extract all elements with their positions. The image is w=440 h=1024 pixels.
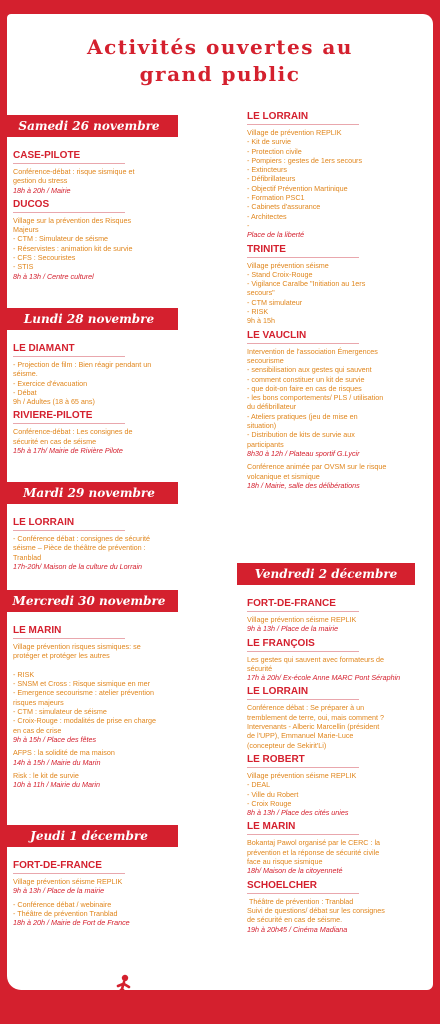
event-detail-line: Conférence-débat : risque sismique et: [13, 167, 135, 176]
event-detail-line: Village prévention risques sismiques: se: [13, 642, 141, 651]
event-detail-line: risques majeurs: [13, 697, 64, 707]
event-time-place: 18h/ Maison de la citoyenneté: [247, 866, 343, 876]
venue-heading: LE FRANÇOIS: [247, 638, 359, 652]
venue-heading: LE VAUCLIN: [247, 330, 359, 344]
day-banner: Samedi 26 novembre: [0, 115, 178, 137]
event-detail-line: - Cabinets d'assurance: [247, 202, 321, 212]
event-entry: [13, 517, 195, 571]
day-block: [13, 517, 195, 575]
event-detail-line: - CTM : Simulateur de séisme: [13, 234, 109, 244]
event-detail-line: - Conférence débat / webinaire: [13, 899, 112, 909]
event-detail-line: Village prévention séisme: [247, 260, 329, 270]
event-detail-line: volcanique et sismique: [247, 471, 320, 481]
event-detail-line: - Vigilance Caraïbe "Initiation au 1ers: [247, 279, 366, 289]
day-banner: Lundi 28 novembre: [0, 308, 178, 330]
event-time-place: 8h à 13h / Centre culturel: [13, 271, 94, 281]
event-entry: [13, 625, 195, 744]
day-banner: Mardi 29 novembre: [0, 482, 178, 504]
event-time-place: 8h à 13h / Place des cités unies: [247, 808, 349, 818]
event-detail-line: séisme – Pièce de théâtre de prévention :: [13, 543, 146, 553]
event-detail-line: - Réservistes : animation kit de survie: [13, 243, 133, 253]
event-detail-line: Conférence débat : Se préparer à un: [247, 703, 365, 713]
event-time-place: 10h à 11h / Mairie du Marin: [13, 780, 100, 790]
day-block: [13, 625, 195, 793]
title-line: grand public: [139, 62, 301, 86]
event-detail-line: - CTM : simulateur de séisme: [13, 707, 107, 717]
event-entry: [247, 686, 429, 749]
event-detail-line: protéger et protéger les autres: [13, 651, 110, 661]
event-detail-line: Village sur la prévention des Risques: [13, 215, 132, 225]
venue-heading: FORT-DE-FRANCE: [13, 860, 125, 874]
event-detail-line: - Défibrillateurs: [247, 174, 296, 184]
event-detail-line: secourisme: [247, 355, 284, 365]
event-detail-line: - Kit de survie: [247, 137, 291, 147]
event-entry: [13, 150, 195, 195]
event-detail-line: -: [247, 220, 250, 230]
event-entry: [13, 860, 195, 896]
event-detail-line: - CFS : Secouristes: [13, 253, 76, 263]
event-detail-line: prévention et la réponse de sécurité civile: [247, 847, 380, 857]
event-detail-line: 9h / Adultes (18 à 65 ans): [13, 397, 95, 407]
event-detail-line: Village prévention séisme REPLIK: [247, 615, 357, 624]
event-detail-line: en cas de crise: [13, 725, 62, 735]
event-time-place: 8h30 à 12h / Plateau sportif G.Lycir: [247, 448, 360, 458]
event-entry: [247, 880, 429, 934]
event-entry: [247, 754, 429, 817]
venue-heading: RIVIERE-PILOTE: [13, 410, 125, 424]
event-detail-line: Village de prévention REPLIK: [247, 128, 342, 137]
event-time-place: 18h / Mairie, salle des délibérations: [247, 480, 360, 490]
event-detail-line: - Ateliers pratiques (jeu de mise en: [247, 411, 358, 421]
event-detail-line: - Stand Croix-Rouge: [247, 269, 313, 279]
event-detail-line: face au risque sismique: [247, 857, 323, 867]
event-detail-line: - Conférence débat : consignes de sécurité: [13, 534, 151, 543]
event-entry: [247, 598, 429, 634]
event-time-place: 17h à 20h/ Ex-école Anne MARC Pont Séraphin: [247, 673, 401, 683]
event-entry: [247, 821, 429, 875]
event-detail-line: - Extincteurs: [247, 165, 287, 175]
day-banner: Jeudi 1 décembre: [0, 825, 178, 847]
event-entry: [13, 748, 195, 767]
event-detail-line: Majeurs: [13, 225, 39, 235]
venue-heading: LE MARIN: [13, 625, 125, 639]
page-title: [0, 34, 440, 88]
venue-heading: LE ROBERT: [247, 754, 359, 768]
event-detail-line: Village prévention séisme REPLIK: [247, 770, 357, 780]
event-entry: [13, 900, 195, 928]
spacer: [13, 571, 195, 575]
event-detail-line: sécurité en cas de séisme: [13, 436, 97, 446]
event-detail-line: - Croix Rouge: [247, 798, 292, 808]
event-time-place: 9h à 15h / Place des fêtes: [13, 734, 97, 744]
spacer: [13, 789, 195, 793]
venue-heading: SCHOELCHER: [247, 880, 359, 894]
event-detail-line: gestion du stress: [13, 176, 68, 186]
event-detail-line: - Ville du Robert: [247, 789, 299, 799]
title-line: Activités ouvertes au: [87, 35, 353, 59]
event-detail-line: - comment constituer un kit de survie: [247, 374, 365, 384]
venue-heading: LE MARIN: [247, 821, 359, 835]
event-detail-line: Risk : le kit de survie: [13, 770, 79, 780]
event-time-place: 18h à 20h / Mairie de Fort de France: [13, 918, 130, 928]
event-detail-line: - SNSM et Cross : Risque sismique en mer: [13, 679, 151, 689]
event-detail-line: - Croix-Rouge : modalités de prise en charge: [13, 716, 157, 726]
day-block: [13, 343, 195, 459]
event-detail-line: - RISK: [247, 307, 269, 317]
event-entry: [13, 343, 195, 406]
event-detail-line: situation): [247, 421, 277, 431]
spacer: [13, 927, 195, 931]
event-detail-line: séisme.: [13, 369, 38, 379]
event-entry: [247, 111, 429, 240]
event-time-place: Place de la liberté: [247, 230, 305, 240]
spacer: [247, 490, 429, 494]
event-detail-line: AFPS : la solidité de ma maison: [13, 748, 115, 758]
event-entry: [13, 410, 195, 455]
event-detail-line: - Formation PSC1: [247, 193, 305, 203]
event-detail-line: - les bons comportements/ PLS / utilisation: [247, 393, 384, 403]
event-time-place: 14h à 15h / Mairie du Marin: [13, 757, 101, 767]
venue-heading: LE DIAMANT: [13, 343, 125, 357]
day-block: [247, 111, 429, 494]
event-detail-line: participants: [247, 439, 284, 449]
day-banner: Vendredi 2 décembre: [237, 563, 415, 585]
event-detail-line: Suivi de questions/ débat sur les consignes: [247, 905, 385, 915]
event-detail-line: - CTM simulateur: [247, 297, 303, 307]
event-detail-line: Conférence-débat : Les consignes de: [13, 427, 133, 437]
event-detail-line: - que doit-on faire en cas de risques: [247, 383, 362, 393]
event-time-place: 18h à 20h / Mairie: [13, 185, 71, 195]
event-time-place: 19h à 20h45 / Cinéma Madiana: [247, 924, 348, 934]
venue-heading: DUCOS: [13, 199, 125, 213]
event-detail-line: Intervenants - Alberic Marcellin (président: [247, 722, 380, 732]
spacer: [247, 934, 429, 938]
day-block: [13, 150, 195, 285]
event-detail-line: tremblement de terre, oui, mais comment ?: [247, 712, 385, 722]
event-detail-line: - sensibilisation aux gestes qui sauvent: [247, 365, 372, 375]
venue-heading: LE LORRAIN: [247, 686, 359, 700]
event-detail-line: Intervention de l'association Émergences: [247, 346, 378, 356]
event-entry: [13, 771, 195, 790]
event-detail-line: - Théâtre de prévention Tranblad: [13, 908, 118, 918]
event-detail-line: (concepteur de Sekirit'Li): [247, 740, 327, 750]
event-detail-line: - Débat: [13, 387, 37, 397]
day-block: [247, 598, 429, 938]
event-detail-line: 9h à 15h: [247, 316, 275, 326]
event-detail-line: Les gestes qui sauvent avec formateurs de: [247, 654, 385, 664]
event-entry: [247, 330, 429, 459]
spacer: [13, 281, 195, 285]
event-detail-line: - Architectes: [247, 211, 287, 221]
day-banner: Mercredi 30 novembre: [0, 590, 178, 612]
event-detail-line: - Exercice d'évacuation: [13, 378, 88, 388]
event-time-place: 17h-20h/ Maison de la culture du Lorrain: [13, 561, 143, 571]
event-detail-line: de sécurité en cas de séisme.: [247, 915, 343, 925]
day-block: [13, 860, 195, 931]
venue-heading: LE LORRAIN: [13, 517, 125, 531]
event-detail-line: - DEAL: [247, 780, 271, 790]
event-detail-line: Théâtre de prévention : Tranblad: [247, 896, 354, 906]
event-detail-line: [13, 661, 195, 670]
event-detail-line: Bokantaj Pawol organisé par le CERC : la: [247, 838, 381, 848]
event-detail-line: de l'UPP), Emmanuel Marie-Luce: [247, 731, 354, 741]
venue-heading: CASE-PILOTE: [13, 150, 125, 164]
event-detail-line: - Pompiers : gestes de 1ers secours: [247, 155, 363, 165]
event-time-place: 15h à 17h/ Mairie de Rivière Pilote: [13, 446, 123, 456]
event-entry: [247, 244, 429, 326]
event-detail-line: sécurité: [247, 663, 273, 673]
event-detail-line: Conférence animée par OVSM sur le risque: [247, 462, 387, 472]
running-figure-icon: [113, 974, 135, 1000]
event-entry: [247, 638, 429, 683]
event-detail-line: - Objectif Prévention Martinique: [247, 183, 348, 193]
event-detail-line: - Projection de film : Bien réagir pendant un: [13, 360, 152, 369]
event-entry: [13, 199, 195, 281]
venue-heading: FORT-DE-FRANCE: [247, 598, 359, 612]
spacer: [13, 455, 195, 459]
event-detail-line: - Distribution de kits de survie aux: [247, 430, 355, 440]
event-entry: [247, 462, 429, 490]
event-detail-line: - Emergence secourisme : atelier prévention: [13, 688, 155, 698]
event-detail-line: du défibrillateur: [247, 402, 297, 412]
event-detail-line: Tranblad: [13, 552, 42, 562]
event-time-place: 9h à 13h / Place de la mairie: [247, 624, 339, 634]
venue-heading: LE LORRAIN: [247, 111, 359, 125]
event-detail-line: - RISK: [13, 669, 35, 679]
venue-heading: TRINITE: [247, 244, 359, 258]
event-detail-line: - STIS: [13, 262, 34, 272]
event-detail-line: Village prévention séisme REPLIK: [13, 877, 123, 886]
event-detail-line: secours": [247, 288, 275, 298]
event-detail-line: - Protection civile: [247, 146, 302, 156]
event-time-place: 9h à 13h / Place de la mairie: [13, 886, 105, 896]
